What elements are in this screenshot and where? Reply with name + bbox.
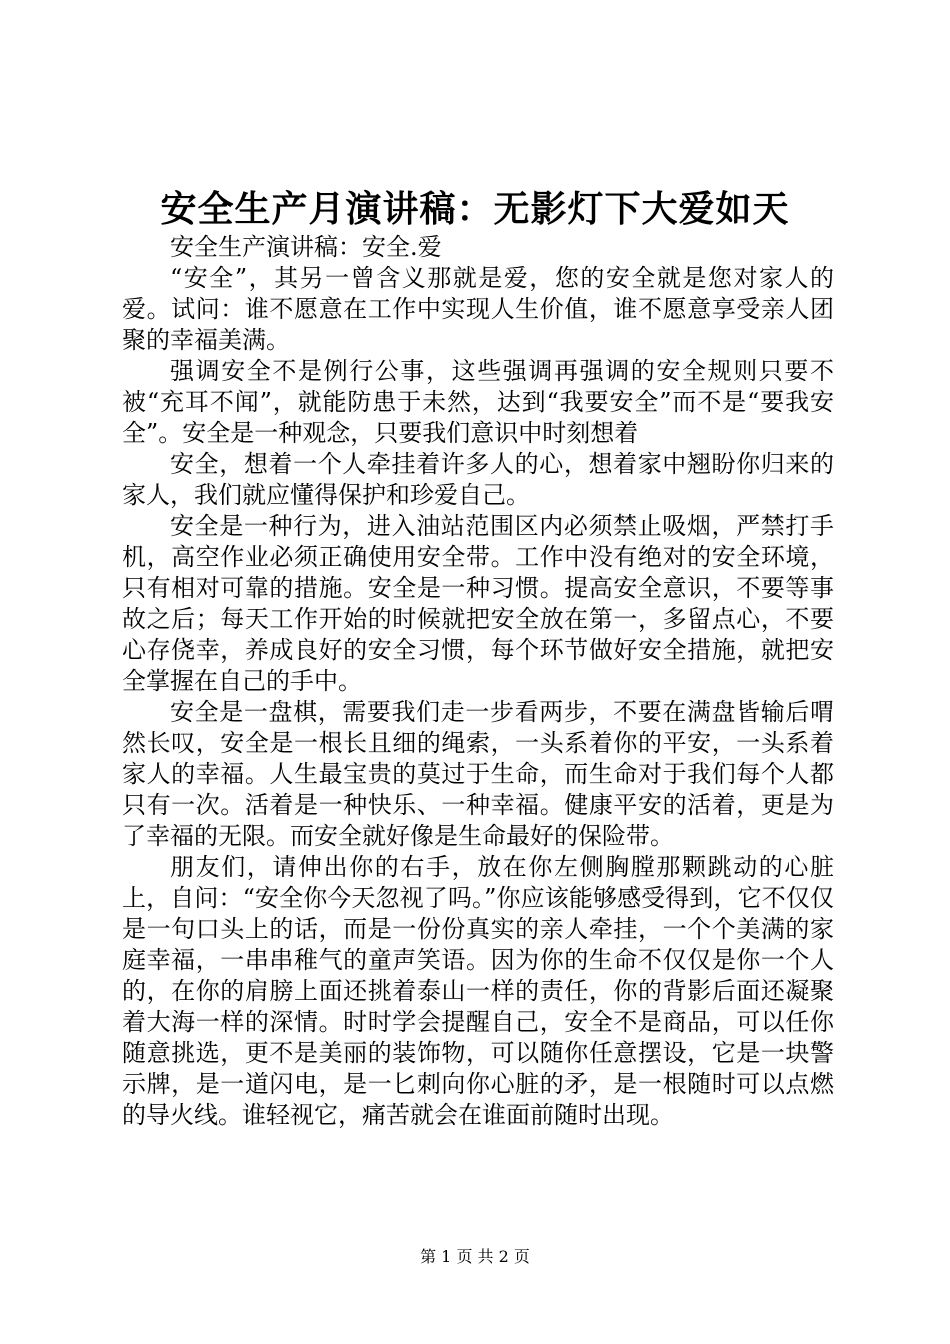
paragraph: 安全生产演讲稿：安全.爱 (170, 233, 442, 261)
page-number-footer: 第 1 页 共 2 页 (420, 1247, 530, 1266)
paragraph: 强调安全不是例行公事，这些强调再强调的安全规则只要不被“充耳不闻”，就能防患于未然，达到“我要安全”而不是“要我安全”。安全是一种观念，只要我们意识中时刻想着 (122, 357, 834, 447)
paragraph: 朋友们，请伸出你的右手，放在你左侧胸膛那颗跳动的心脏上，自问：“安全你今天忽视了吗。”你应该能够感受得到，它不仅仅是一句口头上的话，而是一份份真实的亲人牵挂，一个个美满的家庭幸福，一串串稚气的童声笑语。因为你的生命不仅仅是你一个人的，在你的肩膀上面还挑着泰山一样的责任，你的背影后面还凝聚着大海一样的深情。时时学会提醒自己，安全不是商品，可以任你随意挑选，更不是美丽的装饰物，可以随你任意摆设，它是一块警示牌，是一道闪电，是一匕刺向你心脏的矛，是一根随时可以点燃的导火线。谁轻视它，痛苦就会在谁面前随时出现。 (122, 853, 834, 1129)
paragraph: 安全，想着一个人牵挂着许多人的心，想着家中翘盼你归来的家人，我们就应懂得保护和珍爱自己。 (122, 450, 834, 509)
paragraph: “安全”，其另一曾含义那就是爱，您的安全就是您对家人的爱。试问：谁不愿意在工作中实现人生价值，谁不愿意享受亲人团聚的幸福美满。 (122, 264, 834, 354)
paragraph: 安全是一盘棋，需要我们走一步看两步，不要在满盘皆输后喟然长叹，安全是一根长且细的绳索，一头系着你的平安，一头系着家人的幸福。人生最宝贵的莫过于生命，而生命对于我们每个人都只有一次。活着是一种快乐、一种幸福。健康平安的活着，更是为了幸福的无限。而安全就好像是生命最好的保险带。 (122, 698, 834, 850)
paragraph: 安全是一种行为，进入油站范围区内必须禁止吸烟，严禁打手机，高空作业必须正确使用安全带。工作中没有绝对的安全环境，只有相对可靠的措施。安全是一种习惯。提高安全意识，不要等事故之后；每天工作开始的时候就把安全放在第一，多留点心，不要心存侥幸，养成良好的安全习惯，每个环节做好安全措施，就把安全掌握在自己的手中。 (122, 512, 834, 695)
document-title: 安全生产月演讲稿：无影灯下大爱如天 (160, 188, 790, 230)
document-body (122, 232, 834, 1131)
